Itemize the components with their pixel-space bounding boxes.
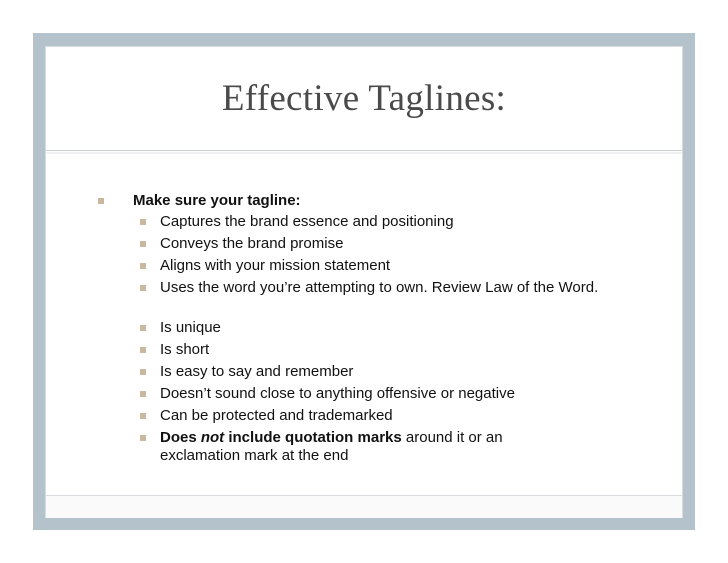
bullet-icon	[140, 325, 146, 331]
slide	[45, 46, 683, 518]
bullet-icon	[140, 219, 146, 225]
list-item: Does not include quotation marks around it or an exclamation mark at the end	[160, 429, 580, 465]
bullet-icon	[140, 369, 146, 375]
heading-text: Make sure your tagline:	[133, 192, 301, 209]
slide-title: Effective Taglines:	[221, 78, 507, 119]
slide-content	[46, 47, 682, 517]
list-item: Conveys the brand promise	[160, 235, 610, 253]
list-item: Is unique	[160, 319, 610, 337]
list-item: Can be protected and trademarked	[160, 407, 610, 425]
bullet-icon	[140, 263, 146, 269]
bullet-icon	[98, 198, 104, 204]
bullet-icon	[140, 347, 146, 353]
bullet-icon	[140, 435, 146, 441]
heading-bullet	[133, 192, 301, 209]
list-item: Is short	[160, 341, 610, 359]
list-item: Uses the word you’re attempting to own. Review Law of the Word.	[160, 279, 605, 297]
list-item: Captures the brand essence and positioning	[160, 213, 610, 231]
bullet-icon	[140, 241, 146, 247]
footer-bar	[46, 495, 682, 518]
bullet-icon	[140, 413, 146, 419]
list-item: Is easy to say and remember	[160, 363, 610, 381]
bullet-icon	[140, 285, 146, 291]
list-item: Doesn’t sound close to anything offensive or negative	[160, 385, 610, 403]
bullet-icon	[140, 391, 146, 397]
list-item: Aligns with your mission statement	[160, 257, 610, 275]
